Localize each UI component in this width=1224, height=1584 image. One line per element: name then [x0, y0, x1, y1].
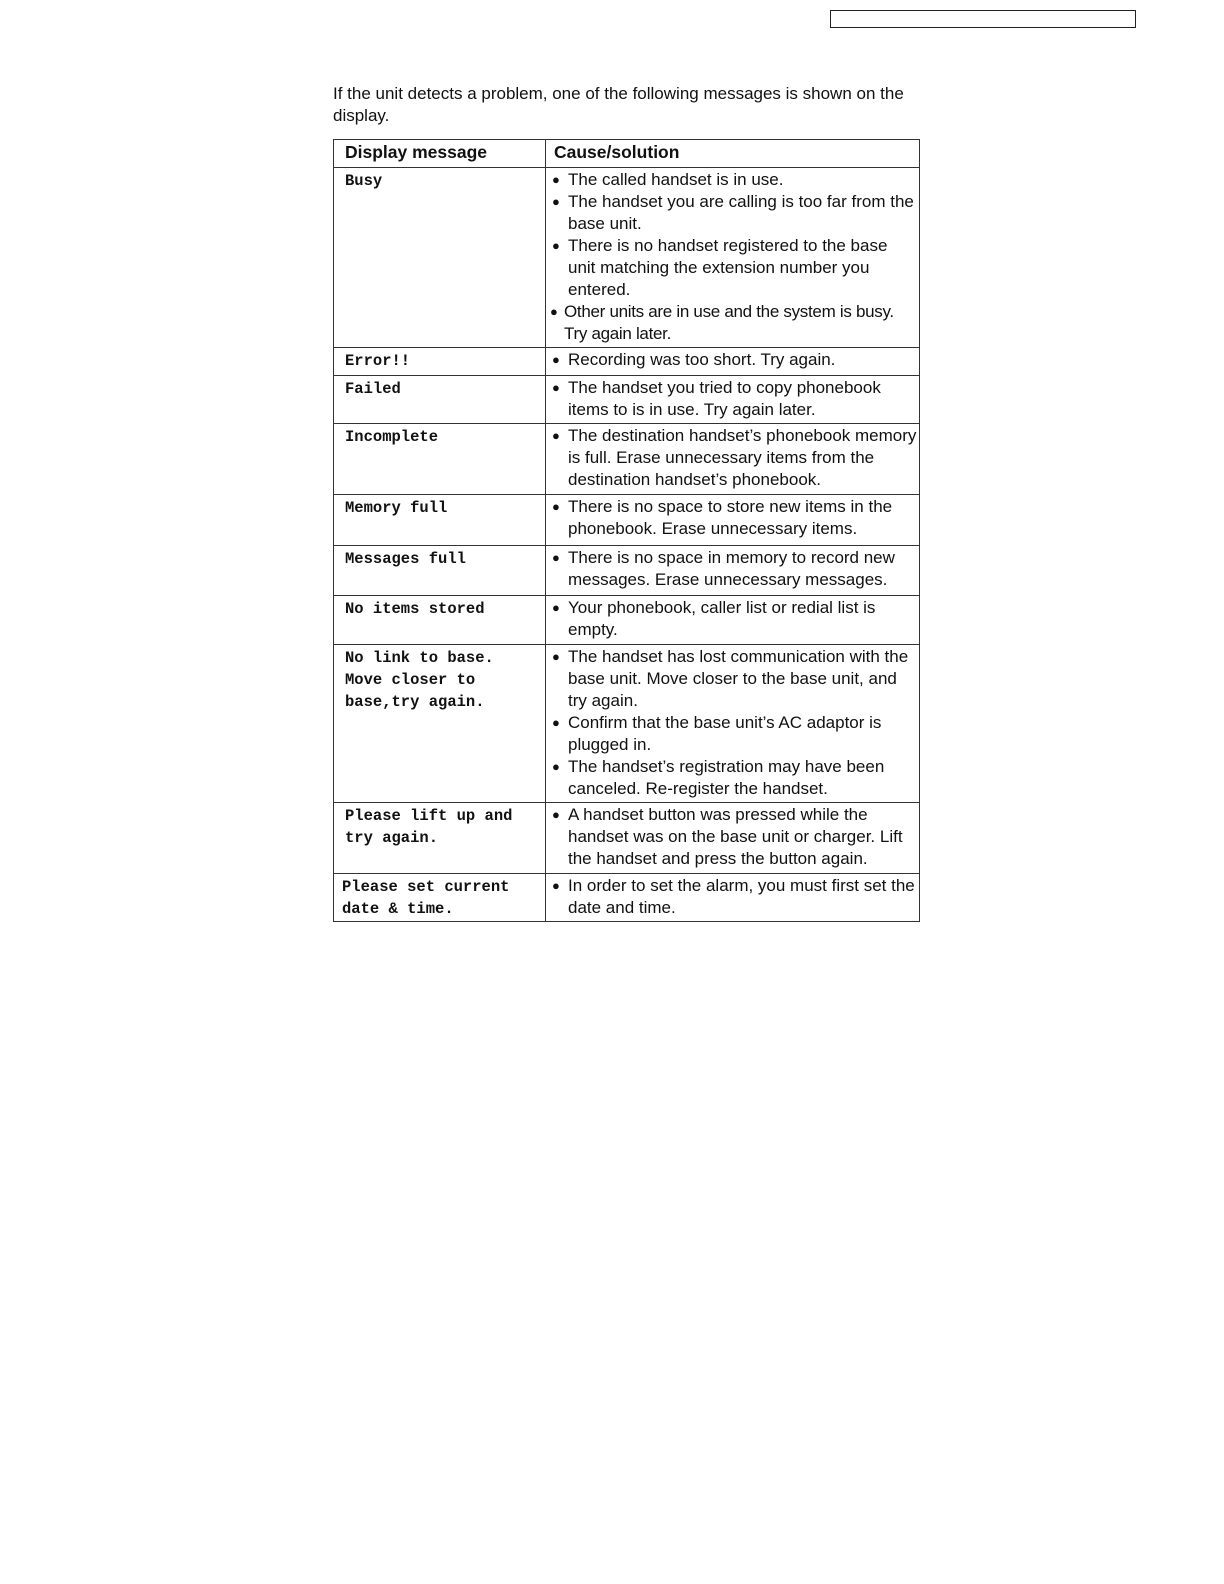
- display-message-cell: Messages full: [334, 546, 546, 596]
- table-row: [334, 596, 920, 645]
- cause-item: ● In order to set the alarm, you must first set the date and time.: [552, 876, 915, 917]
- cause-cell: [546, 495, 920, 546]
- cause-cell: [546, 376, 920, 424]
- table-row: [334, 376, 920, 424]
- cause-item: ● A handset button was pressed while the handset was on the base unit or charger. Lift the handset and press the button again.: [552, 805, 903, 868]
- bullet-icon: ●: [552, 600, 560, 615]
- bullet-icon: ●: [550, 304, 558, 319]
- cause-item: ● Confirm that the base unit’s AC adaptor is plugged in.: [552, 713, 882, 754]
- display-message-cell: Please set current date & time.: [334, 874, 546, 922]
- bullet-icon: ●: [552, 550, 560, 565]
- cause-item: ● There is no space in memory to record new messages. Erase unnecessary messages.: [552, 548, 895, 589]
- cause-item: ● There is no space to store new items in the phonebook. Erase unnecessary items.: [552, 497, 893, 538]
- display-message-table: [333, 139, 920, 922]
- cause-item: ● The destination handset’s phonebook memory is full. Erase unnecessary items from the destination handset’s phonebook.: [552, 426, 917, 489]
- cause-cell: [546, 424, 920, 495]
- bullet-icon: ●: [552, 194, 560, 209]
- bullet-icon: ●: [552, 380, 560, 395]
- display-message-cell: Memory full: [334, 495, 546, 546]
- cause-item: ● There is no handset registered to the base unit matching the extension number you entered.: [552, 236, 888, 299]
- table-row: [334, 424, 920, 495]
- table-row: [334, 348, 920, 376]
- bullet-icon: ●: [552, 499, 560, 514]
- cause-item: ● The handset you tried to copy phonebook items to is in use. Try again later.: [552, 378, 881, 419]
- bullet-icon: ●: [552, 807, 560, 822]
- bullet-icon: ●: [552, 715, 560, 730]
- table-row: [334, 168, 920, 348]
- cause-item: ● Your phonebook, caller list or redial list is empty.: [552, 598, 876, 639]
- display-message-cell: Error!!: [334, 348, 546, 376]
- display-message-cell: No items stored: [334, 596, 546, 645]
- bullet-icon: ●: [552, 238, 560, 253]
- table-row: [334, 546, 920, 596]
- bullet-icon: ●: [552, 878, 560, 893]
- display-message-cell: Please lift up and try again.: [334, 803, 546, 874]
- cause-item: ● The handset has lost communication with the base unit. Move closer to the base unit, and try again.: [552, 647, 909, 710]
- table-row: [334, 874, 920, 922]
- table-header-row: [334, 140, 920, 168]
- display-message-cell: No link to base. Move closer to base,try again.: [334, 645, 546, 803]
- header-cause-solution: Cause/solution: [546, 140, 920, 168]
- header-box: [830, 10, 1136, 28]
- table-row: [334, 803, 920, 874]
- cause-cell: [546, 874, 920, 922]
- bullet-icon: ●: [552, 759, 560, 774]
- header-display-message: Display message: [334, 140, 546, 168]
- cause-cell: [546, 596, 920, 645]
- table-row: [334, 645, 920, 803]
- cause-cell: [546, 645, 920, 803]
- display-message-cell: Failed: [334, 376, 546, 424]
- cause-item: ● The called handset is in use.: [552, 170, 784, 189]
- cause-cell: [546, 546, 920, 596]
- cause-item: ● The handset you are calling is too far from the base unit.: [552, 192, 914, 233]
- cause-cell: [546, 168, 920, 348]
- display-message-cell: Incomplete: [334, 424, 546, 495]
- table-row: [334, 495, 920, 546]
- bullet-icon: ●: [552, 649, 560, 664]
- display-message-cell: Busy: [334, 168, 546, 348]
- intro-text: If the unit detects a problem, one of the following messages is shown on the display.: [333, 84, 904, 125]
- bullet-icon: ●: [552, 428, 560, 443]
- cause-item: ● The handset’s registration may have been canceled. Re-register the handset.: [552, 757, 885, 798]
- cause-cell: [546, 803, 920, 874]
- bullet-icon: ●: [552, 352, 560, 367]
- cause-item: ● Other units are in use and the system is busy. Try again later.: [550, 302, 894, 343]
- bullet-icon: ●: [552, 172, 560, 187]
- cause-item: ● Recording was too short. Try again.: [552, 350, 836, 369]
- cause-cell: [546, 348, 920, 376]
